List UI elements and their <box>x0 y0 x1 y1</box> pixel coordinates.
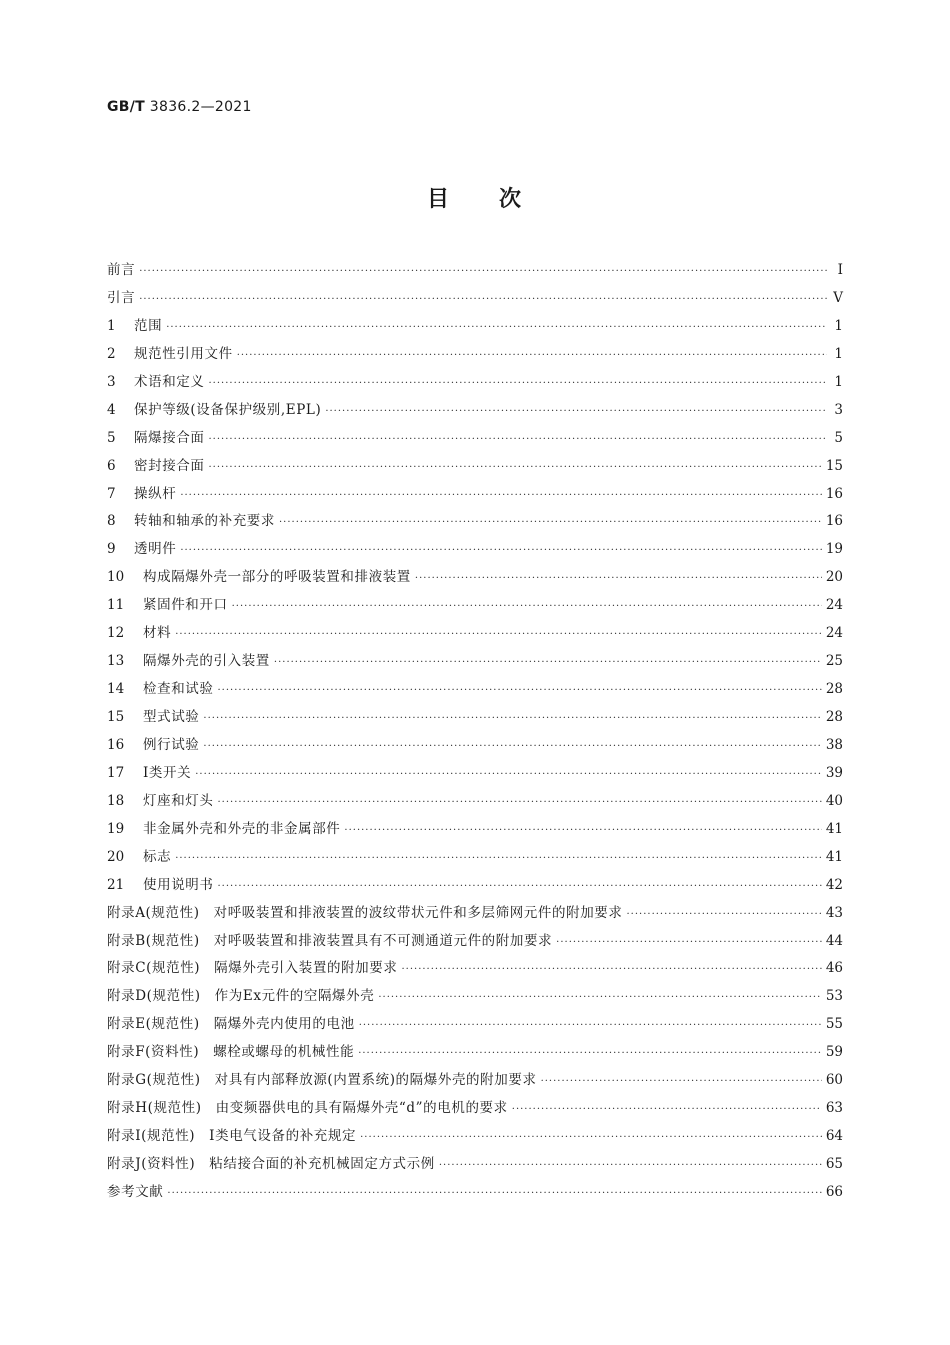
toc-entry-label: 保护等级(设备保护级别,EPL) <box>134 401 322 418</box>
toc-entry-label: 紧固件和开口 <box>143 597 228 614</box>
toc-entry-number: 2 <box>107 345 116 362</box>
toc-entry[interactable] <box>107 313 843 341</box>
toc-entry[interactable] <box>107 369 843 397</box>
toc-leader <box>627 901 822 929</box>
toc-leader <box>401 956 821 984</box>
toc-entry-label: 规范性引用文件 <box>134 345 233 362</box>
annex-code: 附录G(规范性) <box>107 1072 201 1089</box>
toc-entry-label: 例行试验 <box>143 736 200 753</box>
toc-entry-page: 3 <box>834 401 843 418</box>
toc-entry-page: 64 <box>825 1128 843 1145</box>
toc-entry-number: 21 <box>107 876 125 893</box>
toc-entry-label: Ⅰ类开关 <box>143 764 192 781</box>
toc-entry[interactable] <box>107 816 843 844</box>
toc-entry[interactable] <box>107 592 843 620</box>
toc-entry-references[interactable] <box>107 1179 843 1207</box>
toc-entry-page: 25 <box>825 653 843 670</box>
toc-annex-entry[interactable] <box>107 1095 843 1123</box>
toc-annex-entry[interactable] <box>107 1011 843 1039</box>
toc-entry[interactable] <box>107 844 843 872</box>
toc-entry-label: 隔爆接合面 <box>134 429 205 446</box>
toc-entry[interactable] <box>107 648 843 676</box>
toc-entry-label: 术语和定义 <box>134 373 205 390</box>
toc-entry-number: 13 <box>107 653 125 670</box>
toc-leader <box>218 677 822 705</box>
toc-entry-label: 前言 <box>107 262 136 278</box>
annex-code: 附录H(规范性) <box>107 1100 202 1117</box>
toc-leader <box>175 621 822 649</box>
toc-leader <box>167 1180 821 1208</box>
standard-code-number: 3836.2—2021 <box>149 99 252 115</box>
toc-leader <box>274 649 822 677</box>
toc-leader <box>139 286 827 314</box>
toc-entry-label: 型式试验 <box>143 709 200 725</box>
toc-entry-number: 19 <box>107 820 125 837</box>
page-title-left: 目 <box>426 187 451 212</box>
toc-annex-entry[interactable] <box>107 900 843 928</box>
annex-code: 附录C(规范性) <box>107 960 201 977</box>
toc-leader <box>237 342 827 370</box>
toc-leader <box>139 258 827 286</box>
toc-leader <box>378 984 821 1012</box>
toc-entry[interactable] <box>107 425 843 453</box>
toc-entry-page: 55 <box>825 1016 843 1033</box>
toc-entry-label: 引言 <box>107 289 136 306</box>
toc-entry-number: 14 <box>107 681 125 698</box>
annex-code: 附录I(规范性) <box>107 1128 196 1145</box>
toc-entry-page: 41 <box>825 848 843 865</box>
toc-leader <box>180 537 822 565</box>
toc-entry-label: 检查和试验 <box>143 681 214 698</box>
toc-entry-label: 密封接合面 <box>134 457 205 474</box>
annex-code: 附录F(资料性) <box>107 1044 200 1061</box>
toc-entry-number: 8 <box>107 513 116 530</box>
toc-entry-number: 12 <box>107 625 125 642</box>
toc-entry-label: Ⅰ类电气设备的补充规定 <box>209 1128 357 1145</box>
toc-leader <box>166 314 827 342</box>
toc-entry-label: 材料 <box>143 625 172 642</box>
toc-leader <box>209 370 828 398</box>
toc-entry-page: 40 <box>825 792 843 809</box>
toc-entry-label: 隔爆外壳内使用的电池 <box>213 1016 355 1033</box>
toc-entry[interactable] <box>107 536 843 564</box>
toc-entry-number: 9 <box>107 541 116 558</box>
page-title <box>0 182 950 213</box>
toc-entry-number: 17 <box>107 764 125 781</box>
toc-annex-entry[interactable] <box>107 928 843 956</box>
toc-entry[interactable] <box>107 481 843 509</box>
toc-leader <box>359 1012 822 1040</box>
toc-leader <box>344 817 821 845</box>
toc-entry-label: 透明件 <box>134 541 177 558</box>
toc-entry-label: 对呼吸装置和排液装置的波纹带状元件和多层筛网元件的附加要求 <box>213 904 623 921</box>
toc-entry-label: 转轴和轴承的补充要求 <box>134 513 275 530</box>
toc-entry-page: 16 <box>825 485 843 502</box>
toc-leader <box>360 1124 822 1152</box>
toc-entry-label: 操纵杆 <box>134 485 177 502</box>
toc-entry-foreword[interactable] <box>107 257 843 285</box>
toc-entry[interactable] <box>107 453 843 481</box>
annex-code: 附录J(资料性) <box>107 1156 196 1172</box>
toc-entry[interactable] <box>107 704 843 732</box>
toc-entry-label: 灯座和灯头 <box>143 792 214 809</box>
toc-leader <box>279 509 822 537</box>
toc-leader <box>415 565 822 593</box>
toc-entry-page: 53 <box>825 988 843 1005</box>
toc-entry[interactable] <box>107 872 843 900</box>
toc-leader <box>175 845 822 873</box>
toc-leader <box>541 1068 822 1096</box>
toc-entry-number: 15 <box>107 709 125 725</box>
toc-entry-number: 6 <box>107 457 116 474</box>
toc-entry[interactable] <box>107 397 843 425</box>
toc-entry-page: 44 <box>825 932 843 949</box>
toc-entry-label: 标志 <box>143 848 172 865</box>
toc-entry-label: 使用说明书 <box>143 876 214 893</box>
toc-leader <box>439 1152 822 1180</box>
toc-entry[interactable] <box>107 676 843 704</box>
toc-entry-page: 1 <box>834 373 843 390</box>
toc-entry-page: 39 <box>825 764 843 781</box>
toc-annex-entry[interactable] <box>107 955 843 983</box>
toc-leader <box>209 454 822 482</box>
toc-entry-page: 38 <box>825 736 843 753</box>
toc-entry-page: 24 <box>825 597 843 614</box>
toc-annex-entry[interactable] <box>107 1067 843 1095</box>
toc-entry[interactable] <box>107 620 843 648</box>
toc-leader <box>512 1096 822 1124</box>
toc-entry-page: 42 <box>825 876 843 893</box>
toc-entry-number: 16 <box>107 736 125 753</box>
toc-leader <box>209 426 828 454</box>
toc-entry-page: 46 <box>825 960 843 977</box>
annex-code: 附录E(规范性) <box>107 1016 200 1033</box>
toc-annex-entry[interactable] <box>107 1123 843 1151</box>
toc-leader <box>195 761 822 789</box>
toc-entry[interactable] <box>107 788 843 816</box>
toc-entry-label: 螺栓或螺母的机械性能 <box>213 1044 355 1061</box>
toc-entry-page: 28 <box>825 681 843 698</box>
toc-leader <box>325 398 827 426</box>
toc-entry-label: 对具有内部释放源(内置系统)的隔爆外壳的附加要求 <box>214 1072 537 1089</box>
standard-code-prefix: GB/T <box>107 99 146 115</box>
toc-leader <box>180 482 822 510</box>
toc-leader <box>218 873 822 901</box>
toc-entry-page: 66 <box>825 1183 843 1200</box>
toc-entry-page: 59 <box>825 1044 843 1061</box>
toc-entry-page: 24 <box>825 625 843 642</box>
toc-annex-entry[interactable] <box>107 1039 843 1067</box>
standard-code <box>107 99 252 115</box>
toc-entry-page: 1 <box>834 317 843 334</box>
toc-entry-label: 对呼吸装置和排液装置具有不可测通道元件的附加要求 <box>213 932 553 949</box>
toc-entry-page: 41 <box>825 820 843 837</box>
toc-entry-number: 11 <box>107 597 125 614</box>
toc-entry-page: 20 <box>825 569 843 586</box>
annex-code: 附录B(规范性) <box>107 932 200 949</box>
toc-entry-number: 4 <box>107 401 116 418</box>
toc-entry-label: 范围 <box>134 317 163 334</box>
page-title-right: 次 <box>499 187 524 212</box>
annex-code: 附录A(规范性) <box>107 904 200 921</box>
toc-entry-label: 构成隔爆外壳一部分的呼吸装置和排液装置 <box>143 569 411 586</box>
toc-entry-number: 18 <box>107 792 125 809</box>
toc-entry-label: 非金属外壳和外壳的非金属部件 <box>143 820 341 837</box>
toc-entry-introduction[interactable] <box>107 285 843 313</box>
toc-entry-page: 63 <box>825 1100 843 1117</box>
table-of-contents <box>107 257 843 1207</box>
toc-entry-page: Ⅴ <box>833 289 843 306</box>
toc-entry-page: 5 <box>834 429 843 446</box>
toc-entry-label: 参考文献 <box>107 1183 164 1200</box>
toc-leader <box>232 593 822 621</box>
toc-leader <box>203 705 821 733</box>
toc-entry-number: 3 <box>107 373 116 390</box>
toc-entry-label: 隔爆外壳的引入装置 <box>143 653 270 670</box>
toc-entry-page: 15 <box>825 457 843 474</box>
toc-annex-entry[interactable] <box>107 1151 843 1179</box>
toc-entry-page: 1 <box>834 345 843 362</box>
toc-entry-label: 作为Ex元件的空隔爆外壳 <box>214 988 375 1005</box>
toc-entry-label: 隔爆外壳引入装置的附加要求 <box>214 960 398 977</box>
toc-entry-page: 16 <box>825 513 843 530</box>
toc-entry[interactable] <box>107 732 843 760</box>
toc-entry-page: 65 <box>825 1156 843 1172</box>
toc-entry-number: 1 <box>107 317 116 334</box>
toc-entry-number: 7 <box>107 485 116 502</box>
toc-entry[interactable] <box>107 508 843 536</box>
toc-annex-entry[interactable] <box>107 983 843 1011</box>
toc-entry-page: Ⅰ <box>837 262 843 278</box>
toc-leader <box>203 733 821 761</box>
toc-leader <box>358 1040 822 1068</box>
toc-entry-page: 19 <box>825 541 843 558</box>
toc-entry-number: 10 <box>107 569 125 586</box>
toc-entry-number: 5 <box>107 429 116 446</box>
toc-entry-label: 粘结接合面的补充机械固定方式示例 <box>209 1156 435 1172</box>
toc-entry-page: 43 <box>825 904 843 921</box>
toc-entry-number: 20 <box>107 848 125 865</box>
toc-entry[interactable] <box>107 760 843 788</box>
annex-code: 附录D(规范性) <box>107 988 201 1005</box>
toc-entry-label: 由变频器供电的具有隔爆外壳“d”的电机的要求 <box>215 1100 508 1117</box>
toc-leader <box>556 929 822 957</box>
toc-entry-page: 28 <box>825 709 843 725</box>
toc-leader <box>218 789 822 817</box>
toc-entry-page: 60 <box>825 1072 843 1089</box>
toc-entry[interactable] <box>107 564 843 592</box>
toc-entry[interactable] <box>107 341 843 369</box>
